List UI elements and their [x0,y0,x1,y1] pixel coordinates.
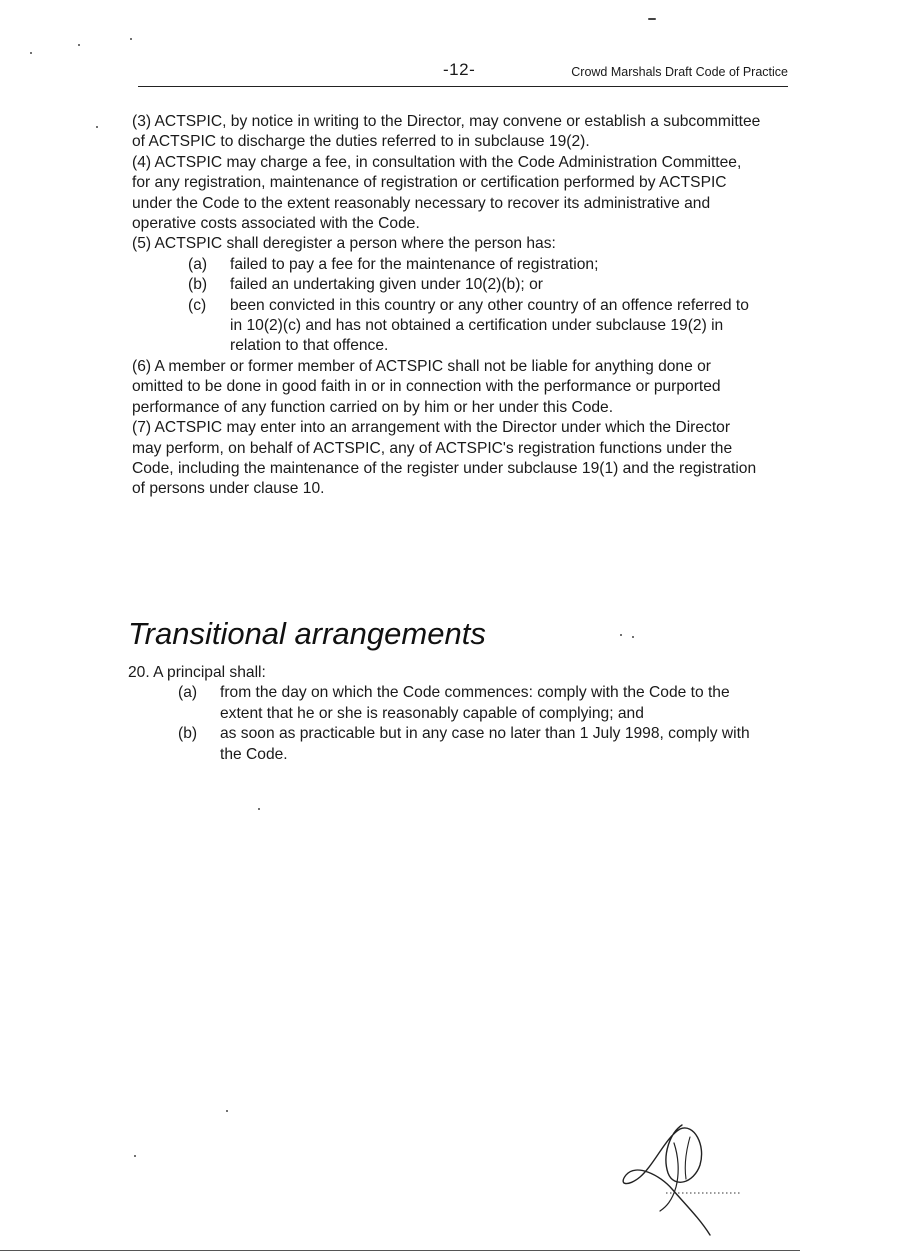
item-label: (c) [188,296,207,314]
scan-mark [226,1110,228,1112]
section-heading: Transitional arrangements [128,616,486,651]
scan-mark [134,1155,136,1157]
scan-mark [96,126,98,128]
subclause-4: (4) ACTSPIC may charge a fee, in consultation with the Code Administration Committee, for any registration, maintenance of registration or certification performed by ACTSPIC under the Code to the extent reasonably necessary to recover its administrative and operative costs associated with the Code. [132,153,742,233]
item-text: been convicted in this country or any other country of an offence referred to in 10(2)(c) and has not obtained a certification under subclause 19(2) in relation to that offence. [230,296,749,355]
page-header [138,58,788,87]
subclause-3: (3) ACTSPIC, by notice in writing to the Director, may convene or establish a subcommittee of ACTSPIC to discharge the duties referred to in subclause 19(2). [132,113,761,151]
scan-mark [258,808,260,810]
item-text: as soon as practicable but in any case no later than 1 July 1998, comply with the Code. [220,725,750,763]
clause-19-continued [132,112,762,500]
item-label: (b) [178,725,198,743]
scan-mark [130,38,132,40]
scan-mark [632,636,634,638]
subclause-5-item-a [132,255,762,275]
clause-20-intro: 20. A principal shall: [128,664,266,681]
item-text: failed to pay a fee for the maintenance of registration; [230,255,599,273]
page-number: -12- [443,60,476,79]
scan-mark [78,44,80,46]
clause-20 [128,663,758,765]
item-label: (b) [188,276,208,294]
scan-mark [620,634,622,636]
item-label: (a) [188,255,208,273]
subclause-5-item-c [132,296,762,357]
scan-mark [648,18,656,20]
clause-20-item-b [128,724,758,765]
clause-20-item-a [128,683,758,724]
item-label: (a) [178,684,198,702]
page-bottom-edge [0,1250,800,1251]
subclause-5-item-b [132,275,762,295]
handwritten-signature [610,1115,750,1255]
subclause-5-intro: (5) ACTSPIC shall deregister a person where the person has: [132,235,556,253]
document-title: Crowd Marshals Draft Code of Practice [571,65,788,79]
item-text: failed an undertaking given under 10(2)(b); or [230,276,543,294]
subclause-6: (6) A member or former member of ACTSPIC shall not be liable for anything done or omitted to be done in good faith in or in connection with the performance or purported performance of any function carried on by him or her under this Code. [132,357,721,416]
item-text: from the day on which the Code commences: comply with the Code to the extent that he or she is reasonably capable of complying; and [220,684,730,722]
subclause-7: (7) ACTSPIC may enter into an arrangement with the Director under which the Director may perform, on behalf of ACTSPIC, any of ACTSPIC's registration functions under the Code, including the maintenance of the register under subclause 19(1) and the registration of persons under clause 10. [132,419,757,498]
scan-mark [30,52,32,54]
